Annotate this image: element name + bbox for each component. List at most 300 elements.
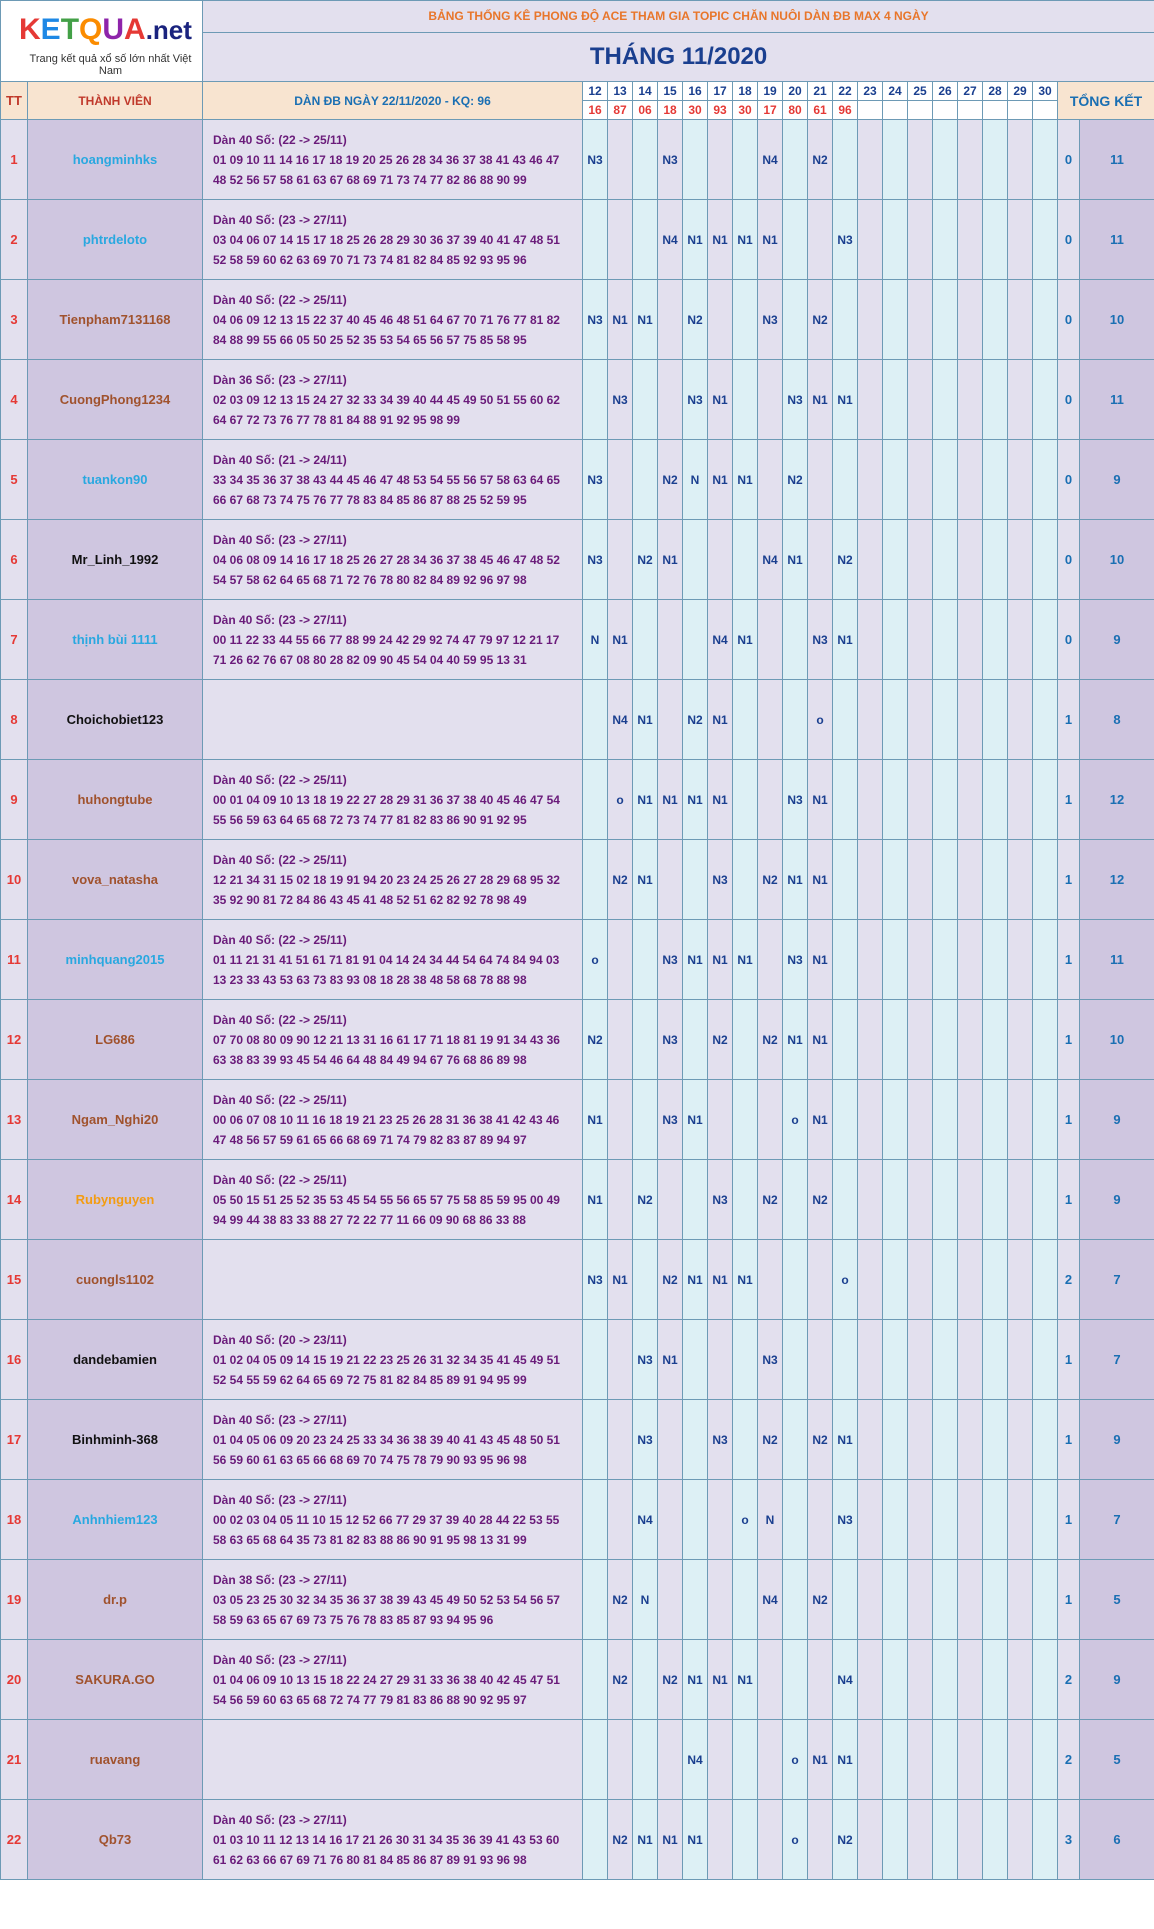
- day-mark: [908, 1000, 933, 1080]
- member-name[interactable]: vova_natasha: [28, 840, 203, 920]
- day-mark: N3: [758, 1320, 783, 1400]
- day-mark: [808, 200, 833, 280]
- day-mark: [1033, 440, 1058, 520]
- day-mark: [608, 440, 633, 520]
- dan-numbers: [203, 520, 583, 600]
- total-count: 11: [1080, 360, 1154, 440]
- dan-numbers: [203, 680, 583, 760]
- day-mark: [833, 120, 858, 200]
- miss-count: 1: [1058, 1400, 1080, 1480]
- day-mark: N1: [608, 600, 633, 680]
- dan-line: 05 50 15 51 25 52 35 53 45 54 55 56 65 57 75 58 85 59 95 00 49: [213, 1192, 560, 1207]
- day-mark: N1: [708, 440, 733, 520]
- day-mark: o: [783, 1800, 808, 1880]
- table-row: [1, 1720, 1154, 1800]
- dan-line: 61 62 63 66 67 69 71 76 80 81 84 85 86 87 89 91 93 96 98: [213, 1852, 527, 1867]
- day-mark: [683, 1480, 708, 1560]
- day-mark: [683, 1000, 708, 1080]
- day-mark: N1: [708, 1640, 733, 1720]
- member-name[interactable]: cuongls1102: [28, 1240, 203, 1320]
- day-mark: [1008, 120, 1033, 200]
- day-mark: N1: [583, 1080, 608, 1160]
- miss-count: 1: [1058, 920, 1080, 1000]
- total-count: 7: [1080, 1240, 1154, 1320]
- miss-count: 0: [1058, 440, 1080, 520]
- day-mark: N1: [733, 600, 758, 680]
- miss-count: 0: [1058, 600, 1080, 680]
- day-mark: [733, 360, 758, 440]
- day-mark: [908, 920, 933, 1000]
- day-mark: [908, 1640, 933, 1720]
- table-row: [1, 920, 1154, 1000]
- day-mark: [908, 760, 933, 840]
- day-mark: N3: [583, 1240, 608, 1320]
- day-mark: N2: [758, 840, 783, 920]
- day-mark: [1033, 1000, 1058, 1080]
- dan-line: 01 11 21 31 41 51 61 71 81 91 04 14 24 34 44 54 64 74 84 94 03: [213, 952, 560, 967]
- day-mark: o: [608, 760, 633, 840]
- dan-line: 07 70 08 80 09 90 12 21 13 31 16 61 17 71 18 81 19 91 34 43 36: [213, 1032, 560, 1047]
- day-mark: [1033, 600, 1058, 680]
- day-mark: [708, 1720, 733, 1800]
- day-mark: [933, 1720, 958, 1800]
- day-result: 87: [608, 101, 633, 120]
- day-mark: [833, 440, 858, 520]
- day-mark: N: [583, 600, 608, 680]
- day-result: 30: [733, 101, 758, 120]
- miss-count: 2: [1058, 1640, 1080, 1720]
- day-mark: [858, 1560, 883, 1640]
- dan-title: Dàn 40 Số: (22 -> 25/11): [213, 1172, 347, 1187]
- day-mark: N1: [708, 680, 733, 760]
- total-count: 9: [1080, 1640, 1154, 1720]
- row-number: 8: [1, 680, 28, 760]
- table-row: [1, 600, 1154, 680]
- dan-numbers: [203, 1320, 583, 1400]
- day-mark: N3: [833, 1480, 858, 1560]
- day-mark: N2: [808, 1560, 833, 1640]
- day-mark: [758, 1800, 783, 1880]
- day-mark: N3: [708, 1400, 733, 1480]
- day-mark: [933, 520, 958, 600]
- day-mark: [933, 1320, 958, 1400]
- day-mark: [883, 1720, 908, 1800]
- dan-line: 54 57 58 62 64 65 68 71 72 76 78 80 82 84 89 92 96 97 98: [213, 572, 527, 587]
- day-mark: N1: [658, 520, 683, 600]
- day-mark: [833, 760, 858, 840]
- day-header: 29: [1008, 82, 1033, 101]
- day-mark: [1008, 1400, 1033, 1480]
- day-mark: [708, 520, 733, 600]
- day-mark: [858, 440, 883, 520]
- miss-count: 1: [1058, 1080, 1080, 1160]
- day-mark: [883, 440, 908, 520]
- miss-count: 0: [1058, 520, 1080, 600]
- day-mark: [1033, 1640, 1058, 1720]
- day-mark: [733, 1160, 758, 1240]
- day-mark: [733, 1560, 758, 1640]
- day-mark: [958, 1480, 983, 1560]
- day-mark: [633, 1080, 658, 1160]
- day-mark: N2: [633, 1160, 658, 1240]
- member-name[interactable]: ruavang: [28, 1720, 203, 1800]
- day-mark: N3: [658, 1080, 683, 1160]
- day-mark: N3: [583, 280, 608, 360]
- member-name[interactable]: Mr_Linh_1992: [28, 520, 203, 600]
- day-mark: [1033, 360, 1058, 440]
- day-mark: N2: [783, 440, 808, 520]
- day-mark: [883, 280, 908, 360]
- day-mark: [958, 760, 983, 840]
- day-mark: [683, 1160, 708, 1240]
- day-result: 18: [658, 101, 683, 120]
- day-mark: [583, 360, 608, 440]
- member-name[interactable]: Choichobiet123: [28, 680, 203, 760]
- dan-numbers: [203, 600, 583, 680]
- day-mark: [833, 1560, 858, 1640]
- day-mark: [933, 920, 958, 1000]
- dan-line: 84 88 99 55 66 05 50 25 52 35 53 54 65 56 57 75 85 58 95: [213, 332, 527, 347]
- member-name[interactable]: LG686: [28, 1000, 203, 1080]
- day-mark: [783, 1160, 808, 1240]
- day-result: 17: [758, 101, 783, 120]
- member-name[interactable]: huhongtube: [28, 760, 203, 840]
- miss-count: 1: [1058, 1480, 1080, 1560]
- day-mark: N1: [733, 920, 758, 1000]
- day-mark: [758, 760, 783, 840]
- row-number: 11: [1, 920, 28, 1000]
- day-mark: [1008, 280, 1033, 360]
- day-mark: [1033, 120, 1058, 200]
- dan-line: 47 48 56 57 59 61 65 66 68 69 71 74 79 82 83 87 89 94 97: [213, 1132, 527, 1147]
- day-mark: [858, 1480, 883, 1560]
- row-number: 17: [1, 1400, 28, 1480]
- day-mark: [583, 1560, 608, 1640]
- day-mark: [833, 1160, 858, 1240]
- dan-line: 00 01 04 09 10 13 18 19 22 27 28 29 31 36 37 38 40 45 46 47 54: [213, 792, 560, 807]
- dan-line: 33 34 35 36 37 38 43 44 45 46 47 48 53 54 55 56 57 58 63 64 65: [213, 472, 560, 487]
- table-row: [1, 1000, 1154, 1080]
- row-number: 16: [1, 1320, 28, 1400]
- day-mark: N1: [633, 840, 658, 920]
- total-count: 5: [1080, 1720, 1154, 1800]
- day-mark: [633, 1240, 658, 1320]
- dan-line: 02 03 09 12 13 15 24 27 32 33 34 39 40 44 45 49 50 51 55 60 62: [213, 392, 560, 407]
- day-mark: N1: [833, 600, 858, 680]
- table-row: [1, 440, 1154, 520]
- day-mark: N: [758, 1480, 783, 1560]
- day-mark: [583, 1320, 608, 1400]
- day-mark: [583, 760, 608, 840]
- dan-line: 13 23 33 43 53 63 73 83 93 08 18 28 38 48 58 68 78 88 98: [213, 972, 527, 987]
- logo[interactable]: [1, 1, 203, 82]
- day-mark: [608, 1000, 633, 1080]
- day-mark: N2: [658, 1240, 683, 1320]
- day-mark: [908, 520, 933, 600]
- month-title: THÁNG 11/2020: [203, 32, 1154, 81]
- day-mark: N1: [583, 1160, 608, 1240]
- day-mark: [933, 280, 958, 360]
- dan-numbers: [203, 1080, 583, 1160]
- day-mark: N2: [683, 280, 708, 360]
- dan-numbers: [203, 200, 583, 280]
- day-header: 23: [858, 82, 883, 101]
- day-header: 16: [683, 82, 708, 101]
- day-mark: [883, 600, 908, 680]
- day-mark: N1: [808, 1080, 833, 1160]
- day-mark: [808, 440, 833, 520]
- dan-title: Dàn 40 Số: (23 -> 27/11): [213, 1412, 347, 1427]
- day-mark: [958, 600, 983, 680]
- day-mark: [1033, 1320, 1058, 1400]
- day-mark: [658, 840, 683, 920]
- dan-numbers: [203, 440, 583, 520]
- day-mark: [658, 280, 683, 360]
- total-count: 5: [1080, 1560, 1154, 1640]
- day-mark: N3: [583, 120, 608, 200]
- day-mark: N1: [683, 920, 708, 1000]
- day-mark: [733, 840, 758, 920]
- day-mark: [808, 1640, 833, 1720]
- dan-title: Dàn 40 Số: (22 -> 25/11): [213, 1012, 347, 1027]
- day-mark: N3: [708, 1160, 733, 1240]
- day-mark: [958, 840, 983, 920]
- day-mark: [833, 1000, 858, 1080]
- day-mark: [1033, 920, 1058, 1000]
- day-mark: [858, 520, 883, 600]
- table-row: [1, 360, 1154, 440]
- day-mark: [883, 920, 908, 1000]
- day-mark: [883, 1240, 908, 1320]
- total-count: 6: [1080, 1800, 1154, 1880]
- member-name[interactable]: tuankon90: [28, 440, 203, 520]
- day-mark: [608, 120, 633, 200]
- day-result: [883, 101, 908, 120]
- day-mark: [983, 1000, 1008, 1080]
- member-name[interactable]: Ngam_Nghi20: [28, 1080, 203, 1160]
- day-mark: [883, 1400, 908, 1480]
- day-mark: [1008, 1560, 1033, 1640]
- day-mark: [858, 920, 883, 1000]
- day-mark: [933, 1000, 958, 1080]
- day-mark: N2: [608, 1560, 633, 1640]
- total-count: 7: [1080, 1320, 1154, 1400]
- day-result: 96: [833, 101, 858, 120]
- day-mark: [608, 200, 633, 280]
- day-mark: [633, 200, 658, 280]
- day-mark: N1: [683, 1640, 708, 1720]
- day-mark: N3: [658, 120, 683, 200]
- day-mark: [608, 1080, 633, 1160]
- day-mark: N4: [758, 520, 783, 600]
- day-mark: [883, 1560, 908, 1640]
- table-row: [1, 1160, 1154, 1240]
- dan-line: 54 56 59 60 63 65 68 72 74 77 79 81 83 86 88 90 92 95 97: [213, 1692, 527, 1707]
- day-mark: [633, 440, 658, 520]
- day-mark: [958, 1640, 983, 1720]
- member-name[interactable]: CuongPhong1234: [28, 360, 203, 440]
- total-count: 9: [1080, 1160, 1154, 1240]
- table-row: [1, 1240, 1154, 1320]
- day-mark: [983, 1400, 1008, 1480]
- day-mark: [858, 680, 883, 760]
- day-mark: N1: [733, 1640, 758, 1720]
- dan-line: 01 09 10 11 14 16 17 18 19 20 25 26 28 34 36 37 38 41 43 46 47: [213, 152, 560, 167]
- day-mark: [583, 1400, 608, 1480]
- day-mark: [933, 1080, 958, 1160]
- dan-title: Dàn 40 Số: (22 -> 25/11): [213, 292, 347, 307]
- day-mark: N3: [783, 920, 808, 1000]
- day-mark: [883, 680, 908, 760]
- member-name[interactable]: minhquang2015: [28, 920, 203, 1000]
- miss-count: 3: [1058, 1800, 1080, 1880]
- member-name[interactable]: thịnh bùi 1111: [28, 600, 203, 680]
- day-mark: N1: [808, 920, 833, 1000]
- total-count: 9: [1080, 600, 1154, 680]
- day-mark: N1: [808, 1720, 833, 1800]
- day-mark: N3: [608, 360, 633, 440]
- day-mark: [983, 1560, 1008, 1640]
- day-mark: [808, 1800, 833, 1880]
- dan-numbers: [203, 1720, 583, 1800]
- day-header: 25: [908, 82, 933, 101]
- dan-numbers: [203, 760, 583, 840]
- miss-count: 1: [1058, 760, 1080, 840]
- day-result: 93: [708, 101, 733, 120]
- member-name[interactable]: dandebamien: [28, 1320, 203, 1400]
- dan-title: Dàn 40 Số: (22 -> 25/11): [213, 132, 347, 147]
- day-mark: N1: [658, 1800, 683, 1880]
- day-mark: [783, 1560, 808, 1640]
- row-number: 9: [1, 760, 28, 840]
- day-mark: [983, 1720, 1008, 1800]
- total-count: 8: [1080, 680, 1154, 760]
- day-header: 21: [808, 82, 833, 101]
- day-mark: [983, 1480, 1008, 1560]
- day-mark: [858, 120, 883, 200]
- day-mark: [658, 1720, 683, 1800]
- day-mark: [1033, 1080, 1058, 1160]
- dan-title: Dàn 40 Số: (22 -> 25/11): [213, 772, 347, 787]
- table-row: [1, 200, 1154, 280]
- day-header: 28: [983, 82, 1008, 101]
- total-count: 10: [1080, 520, 1154, 600]
- day-mark: N1: [658, 760, 683, 840]
- day-mark: [933, 1640, 958, 1720]
- day-mark: [858, 1800, 883, 1880]
- dan-line: 63 38 83 39 93 45 54 46 64 48 84 49 94 67 76 68 86 89 98: [213, 1052, 527, 1067]
- day-result: 61: [808, 101, 833, 120]
- day-mark: [883, 1640, 908, 1720]
- day-mark: o: [733, 1480, 758, 1560]
- member-name[interactable]: hoangminhks: [28, 120, 203, 200]
- total-count: 11: [1080, 200, 1154, 280]
- day-mark: N1: [733, 440, 758, 520]
- total-count: 12: [1080, 840, 1154, 920]
- day-mark: [958, 920, 983, 1000]
- dan-line: 04 06 09 12 13 15 22 37 40 45 46 48 51 64 67 70 71 76 77 81 82: [213, 312, 560, 327]
- day-mark: [933, 1240, 958, 1320]
- table-row: [1, 1800, 1154, 1880]
- member-name[interactable]: Qb73: [28, 1800, 203, 1880]
- dan-title: Dàn 40 Số: (22 -> 25/11): [213, 852, 347, 867]
- day-mark: N3: [783, 360, 808, 440]
- member-name[interactable]: phtrdeloto: [28, 200, 203, 280]
- day-mark: [633, 600, 658, 680]
- day-mark: [908, 600, 933, 680]
- day-mark: [858, 840, 883, 920]
- row-number: 20: [1, 1640, 28, 1720]
- day-mark: N2: [758, 1400, 783, 1480]
- day-mark: o: [583, 920, 608, 1000]
- day-mark: [908, 280, 933, 360]
- dan-title: Dàn 40 Số: (23 -> 27/11): [213, 1652, 347, 1667]
- day-mark: [783, 200, 808, 280]
- dan-line: 52 58 59 60 62 63 69 70 71 73 74 81 82 84 85 92 93 95 96: [213, 252, 527, 267]
- day-mark: [758, 1080, 783, 1160]
- day-mark: [808, 1240, 833, 1320]
- day-mark: [983, 1160, 1008, 1240]
- member-name[interactable]: Rubynguyen: [28, 1160, 203, 1240]
- table-row: [1, 520, 1154, 600]
- row-number: 3: [1, 280, 28, 360]
- member-name[interactable]: dr.p: [28, 1560, 203, 1640]
- day-mark: [708, 280, 733, 360]
- member-name[interactable]: SAKURA.GO: [28, 1640, 203, 1720]
- day-header: 27: [958, 82, 983, 101]
- day-mark: [908, 360, 933, 440]
- day-mark: [883, 1320, 908, 1400]
- day-mark: N1: [733, 200, 758, 280]
- day-mark: N2: [633, 520, 658, 600]
- day-mark: [583, 1720, 608, 1800]
- miss-count: 2: [1058, 1240, 1080, 1320]
- member-name[interactable]: Tienpham7131168: [28, 280, 203, 360]
- dan-numbers: [203, 1800, 583, 1880]
- day-mark: N1: [633, 280, 658, 360]
- day-mark: [958, 360, 983, 440]
- day-mark: [858, 1080, 883, 1160]
- day-mark: N: [633, 1560, 658, 1640]
- day-mark: [733, 1800, 758, 1880]
- day-mark: [958, 280, 983, 360]
- member-name[interactable]: Binhminh-368: [28, 1400, 203, 1480]
- day-mark: [683, 520, 708, 600]
- row-number: 21: [1, 1720, 28, 1800]
- member-name[interactable]: Anhnhiem123: [28, 1480, 203, 1560]
- day-result: 30: [683, 101, 708, 120]
- day-mark: N1: [733, 1240, 758, 1320]
- day-mark: N4: [758, 1560, 783, 1640]
- day-mark: [883, 1160, 908, 1240]
- day-mark: N3: [633, 1320, 658, 1400]
- day-mark: [658, 360, 683, 440]
- total-count: 9: [1080, 440, 1154, 520]
- day-mark: N1: [608, 280, 633, 360]
- day-mark: [708, 120, 733, 200]
- day-mark: N1: [758, 200, 783, 280]
- day-mark: N1: [833, 360, 858, 440]
- table-row: [1, 760, 1154, 840]
- day-mark: [883, 760, 908, 840]
- day-mark: N1: [783, 520, 808, 600]
- dan-line: 03 05 23 25 30 32 34 35 36 37 38 39 43 45 49 50 52 53 54 56 57: [213, 1592, 560, 1607]
- dan-line: 48 52 56 57 58 61 63 67 68 69 71 73 74 77 82 86 88 90 99: [213, 172, 527, 187]
- day-header: 15: [658, 82, 683, 101]
- day-mark: [658, 1400, 683, 1480]
- day-mark: N3: [633, 1400, 658, 1480]
- day-mark: N1: [808, 760, 833, 840]
